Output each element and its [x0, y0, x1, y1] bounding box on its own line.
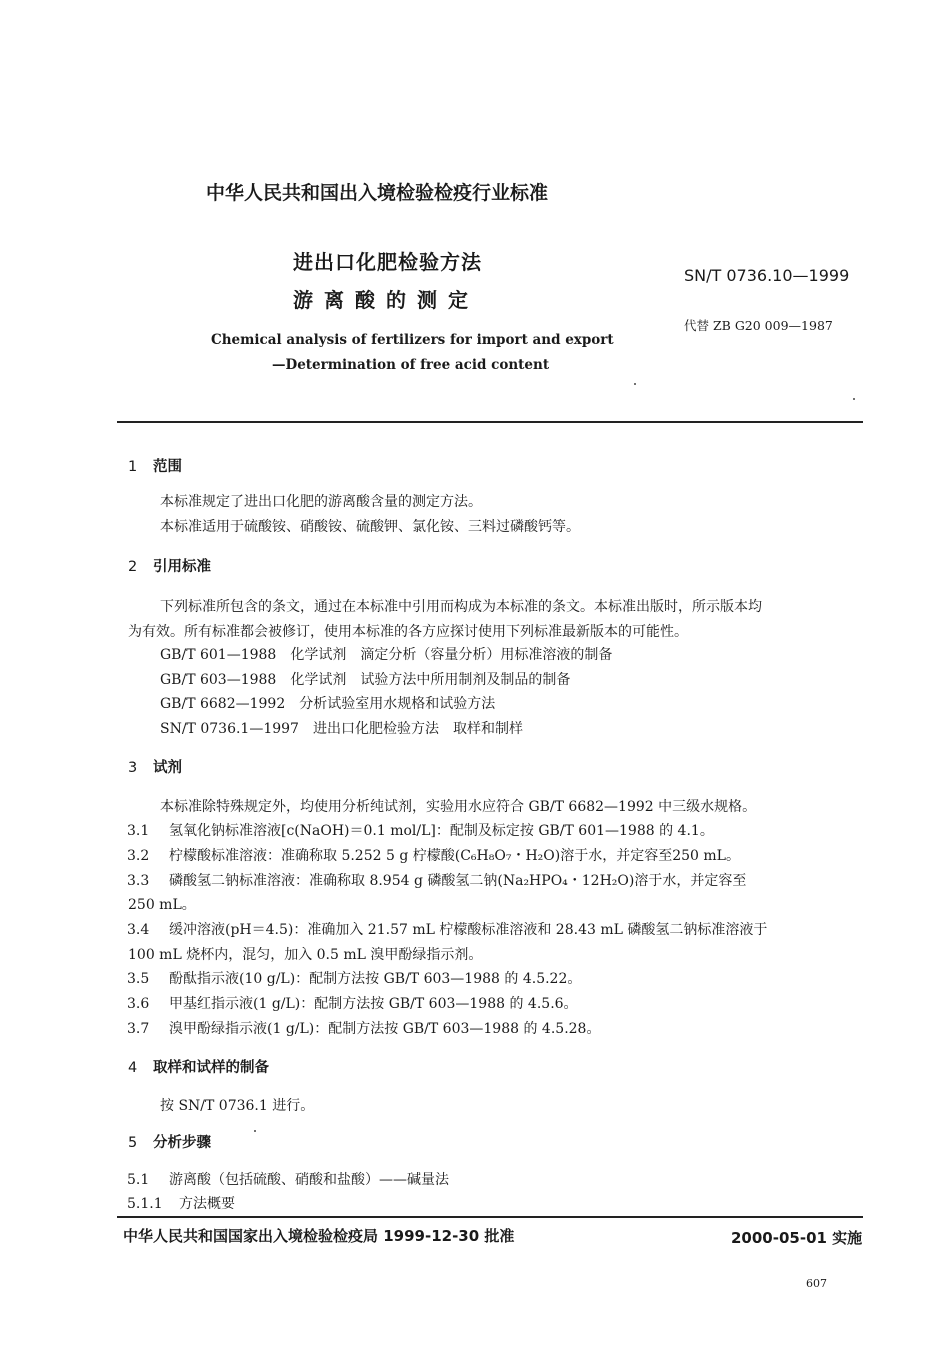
reagent-item	[127, 919, 767, 939]
section-2-heading	[128, 555, 211, 576]
item-number: 3.3	[127, 873, 150, 889]
paragraph: 本标准适用于硫酸铵、硝酸铵、硫酸钾、氯化铵、三料过磷酸钙等。	[160, 519, 580, 535]
item-continuation: 100 mL 烧杯内，混匀，加入 0.5 mL 溴甲酚绿指示剂。	[128, 947, 483, 963]
section-title: 范围	[153, 459, 182, 475]
item-text: 酚酞指示液(10 g/L)：配制方法按 GB/T 603—1988 的 4.5.22。	[169, 971, 582, 987]
paragraph: 本标准规定了进出口化肥的游离酸含量的测定方法。	[160, 494, 482, 510]
reference-item: GB/T 6682—1992 分析试验室用水规格和试验方法	[160, 696, 496, 712]
item-number: 3.7	[127, 1021, 150, 1037]
section-number: 2	[128, 559, 138, 575]
subsection-heading	[127, 1193, 235, 1213]
header-rule	[117, 421, 863, 423]
paragraph: 为有效。所有标准都会被修订，使用本标准的各方应探讨使用下列标准最新版本的可能性。	[128, 624, 688, 640]
reference-item: GB/T 603—1988 化学试剂 试验方法中所用制剂及制品的制备	[160, 672, 571, 688]
approval-line: 中华人民共和国国家出入境检验检疫局 1999-12-30 批准	[123, 1227, 515, 1245]
standard-number: SN/T 0736.10—1999	[684, 266, 850, 285]
section-number: 5	[128, 1135, 138, 1151]
subsection-title: 方法概要	[179, 1196, 235, 1212]
section-title: 取样和试样的制备	[153, 1060, 269, 1076]
item-number: 3.6	[127, 996, 150, 1012]
item-number: 3.1	[127, 823, 150, 839]
title-cn-line2: 游离酸的测定	[293, 288, 479, 312]
page-number: 607	[806, 1277, 827, 1290]
paragraph: 下列标准所包含的条文，通过在本标准中引用而构成为本标准的条文。本标准出版时，所示版本均	[160, 599, 762, 615]
item-text: 磷酸氢二钠标准溶液：准确称取 8.954 g 磷酸氢二钠(Na₂HPO₄・12H₂O)溶于水，并定容至	[169, 873, 747, 889]
item-number: 3.4	[127, 922, 150, 938]
title-en-line2: —Determination of free acid content	[272, 357, 550, 373]
section-5-heading	[128, 1131, 211, 1152]
section-1-heading	[128, 455, 182, 476]
item-number: 3.2	[127, 848, 150, 864]
section-title: 试剂	[153, 760, 182, 776]
section-number: 3	[128, 760, 138, 776]
title-cn-line1: 进出口化肥检验方法	[293, 250, 482, 274]
replaces-note: 代替 ZB G20 009—1987	[684, 318, 833, 333]
scan-speck	[254, 1130, 256, 1132]
item-text: 氢氧化钠标准溶液[c(NaOH)＝0.1 mol/L]：配制及标定按 GB/T 601—1988 的 4.1。	[169, 823, 714, 839]
implementation-date: 2000-05-01 实施	[731, 1229, 863, 1247]
scan-speck	[853, 398, 855, 400]
reagent-item	[127, 820, 714, 840]
reagent-item	[127, 845, 740, 865]
section-title: 分析步骤	[153, 1135, 211, 1151]
section-4-heading	[128, 1056, 269, 1077]
subsection-number: 5.1	[127, 1172, 150, 1188]
reference-item: GB/T 601—1988 化学试剂 滴定分析（容量分析）用标准溶液的制备	[160, 647, 613, 663]
section-number: 4	[128, 1060, 138, 1076]
item-text: 柠檬酸标准溶液：准确称取 5.252 5 g 柠檬酸(C₆H₈O₇・H₂O)溶于水，并定容至250 mL。	[169, 848, 740, 864]
reagent-item	[127, 968, 581, 988]
agency-title: 中华人民共和国出入境检验检疫行业标准	[206, 182, 549, 204]
title-en-line1: Chemical analysis of fertilizers for import and export	[211, 332, 614, 348]
item-text: 甲基红指示液(1 g/L)：配制方法按 GB/T 603—1988 的 4.5.6。	[169, 996, 578, 1012]
item-continuation: 250 mL。	[128, 897, 196, 913]
section-title: 引用标准	[153, 559, 211, 575]
scan-speck	[634, 383, 636, 385]
reagent-item	[127, 1018, 600, 1038]
reagent-item	[127, 870, 746, 890]
paragraph: 按 SN/T 0736.1 进行。	[160, 1098, 315, 1114]
section-number: 1	[128, 459, 138, 475]
section-3-heading	[128, 756, 182, 777]
item-number: 3.5	[127, 971, 150, 987]
subsection-title: 游离酸（包括硫酸、硝酸和盐酸）——碱量法	[169, 1172, 449, 1188]
reference-item: SN/T 0736.1—1997 进出口化肥检验方法 取样和制样	[160, 721, 523, 737]
item-text: 溴甲酚绿指示液(1 g/L)：配制方法按 GB/T 603—1988 的 4.5.28。	[169, 1021, 601, 1037]
reagent-item	[127, 993, 578, 1013]
subsection-number: 5.1.1	[127, 1196, 163, 1212]
item-text: 缓冲溶液(pH＝4.5)：准确加入 21.57 mL 柠檬酸标准溶液和 28.43 mL 磷酸氢二钠标准溶液于	[169, 922, 768, 938]
footer-rule	[117, 1216, 863, 1218]
subsection-heading	[127, 1169, 449, 1189]
paragraph: 本标准除特殊规定外，均使用分析纯试剂，实验用水应符合 GB/T 6682—1992 中三级水规格。	[160, 799, 757, 815]
